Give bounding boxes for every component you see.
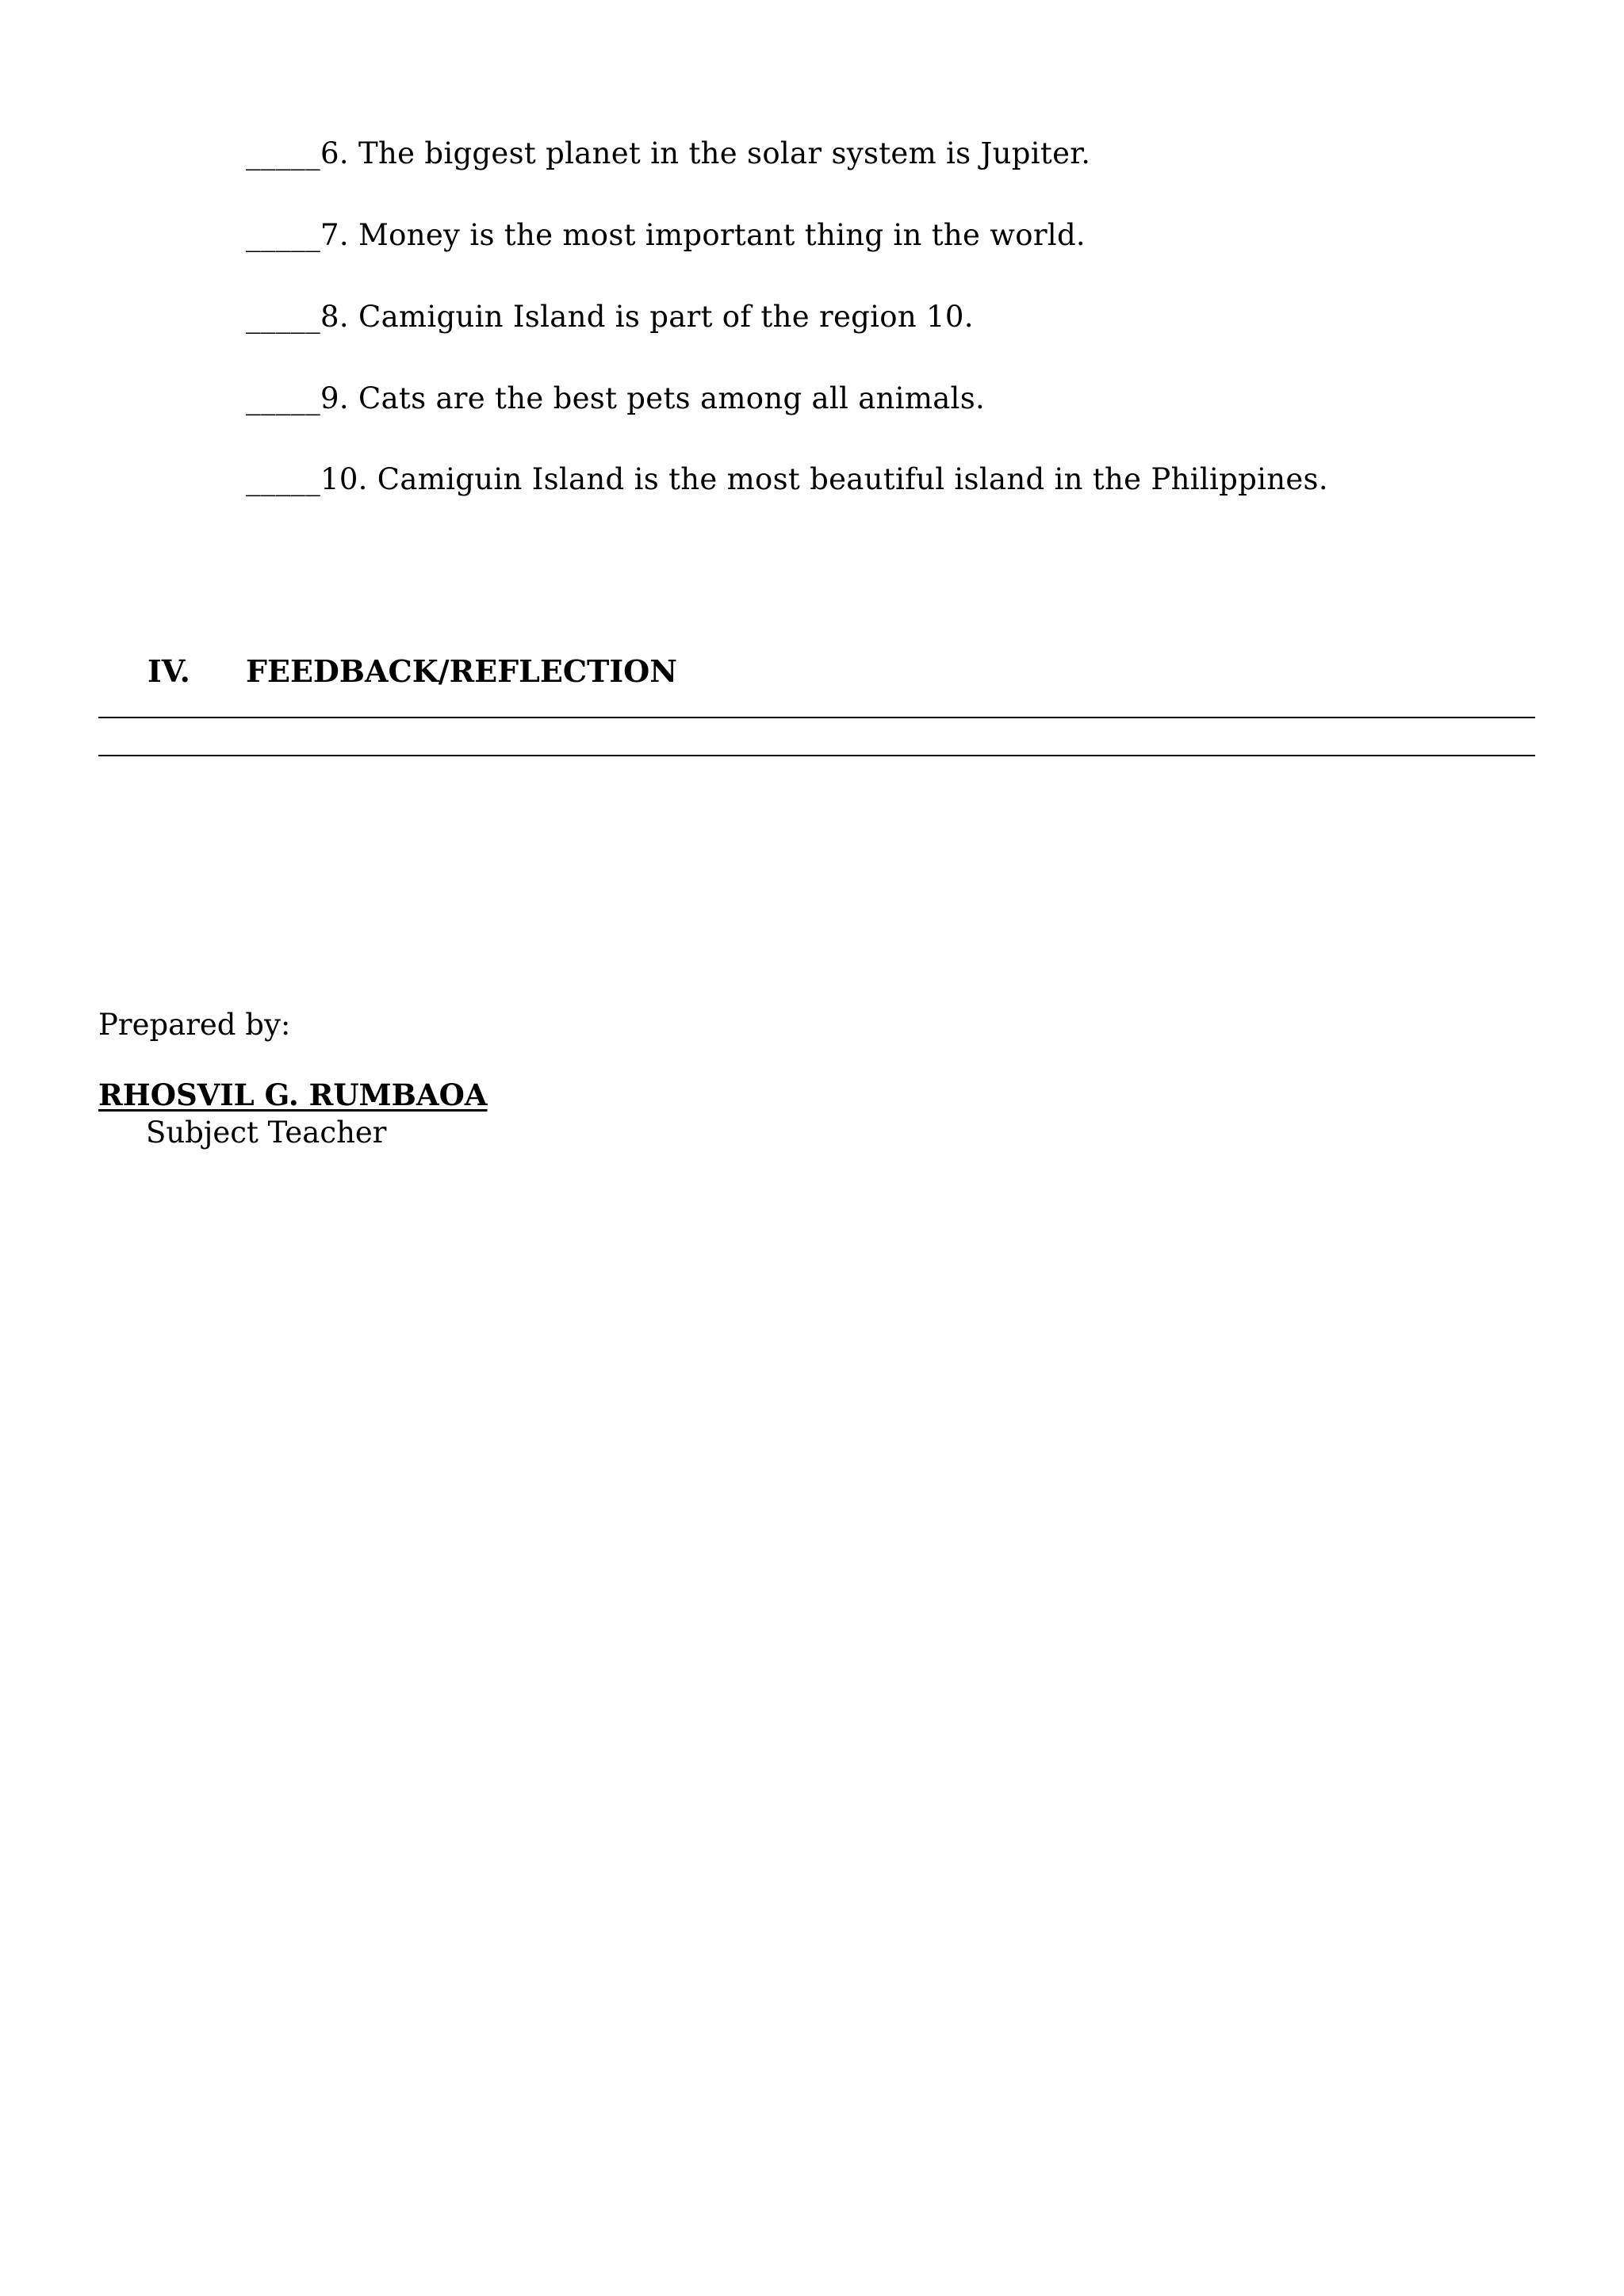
- answer-blank[interactable]: _____: [246, 136, 320, 170]
- signatory-name: RHOSVIL G. RUMBAOA: [98, 1077, 488, 1112]
- item-statement: 7. Money is the most important thing in the world.: [320, 218, 1086, 252]
- answer-blank[interactable]: _____: [246, 218, 320, 252]
- true-false-item: [246, 134, 1090, 174]
- true-false-item: [246, 216, 1086, 255]
- answer-blank[interactable]: _____: [246, 381, 320, 415]
- true-false-item: [246, 460, 1328, 499]
- signatory-role: Subject Teacher: [146, 1115, 387, 1150]
- answer-blank[interactable]: _____: [246, 300, 320, 334]
- reflection-answer-line[interactable]: [98, 717, 1535, 718]
- true-false-item: [246, 379, 985, 419]
- section-heading: [147, 652, 677, 691]
- item-statement: 10. Camiguin Island is the most beautiful island in the Philippines.: [320, 462, 1328, 496]
- reflection-answer-line[interactable]: [98, 755, 1535, 756]
- section-title: FEEDBACK/REFLECTION: [246, 653, 677, 689]
- true-false-item: [246, 297, 974, 337]
- section-number: IV.: [147, 653, 190, 689]
- item-statement: 9. Cats are the best pets among all animals.: [320, 381, 986, 415]
- prepared-by-label: Prepared by:: [98, 1008, 291, 1042]
- item-statement: 8. Camiguin Island is part of the region 10.: [320, 300, 974, 334]
- item-statement: 6. The biggest planet in the solar system is Jupiter.: [320, 136, 1091, 170]
- answer-blank[interactable]: _____: [246, 462, 320, 496]
